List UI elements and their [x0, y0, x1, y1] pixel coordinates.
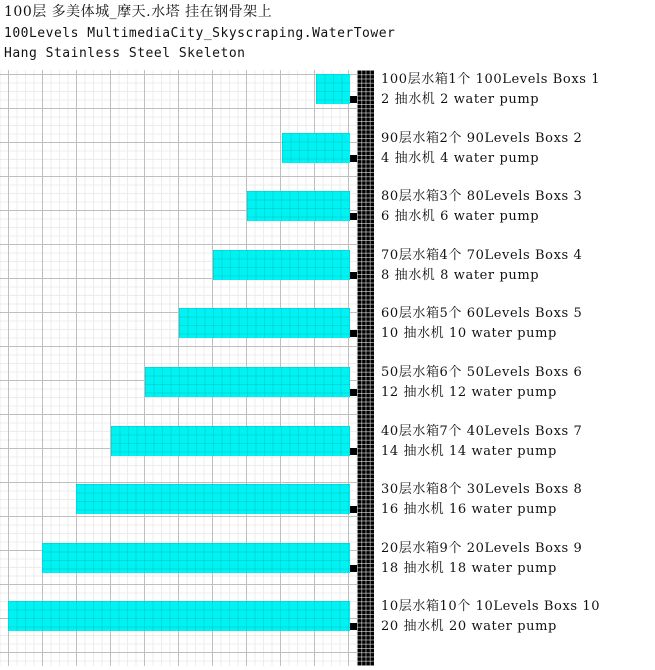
level-label-tanks: 10层水箱10个 10Levels Boxs 10	[381, 599, 601, 614]
water-tank-level-2	[282, 133, 350, 163]
level-label-pumps: 8 抽水机 8 water pump	[381, 268, 540, 283]
level-label-pumps: 16 抽水机 16 water pump	[381, 502, 557, 517]
pump-marker	[350, 272, 357, 279]
water-tank-level-8	[76, 484, 350, 514]
pump-marker	[350, 623, 357, 630]
level-label-tanks: 30层水箱8个 30Levels Boxs 8	[381, 482, 583, 497]
title-chinese: 100层 多美体城_摩天.水塔 挂在钢骨架上	[4, 4, 273, 20]
subtitle-english: Hang Stainless Steel Skeleton	[4, 46, 246, 61]
level-label-tanks: 100层水箱1个 100Levels Boxs 1	[381, 72, 601, 87]
pump-marker	[350, 448, 357, 455]
level-label-tanks: 50层水箱6个 50Levels Boxs 6	[381, 365, 583, 380]
level-label-tanks: 80层水箱3个 80Levels Boxs 3	[381, 189, 583, 204]
water-tank-level-9	[42, 543, 350, 573]
level-label-pumps: 2 抽水机 2 water pump	[381, 92, 540, 107]
level-label-pumps: 14 抽水机 14 water pump	[381, 444, 557, 459]
level-label-tanks: 70层水箱4个 70Levels Boxs 4	[381, 248, 583, 263]
level-label-tanks: 90层水箱2个 90Levels Boxs 2	[381, 131, 583, 146]
water-tank-level-3	[247, 191, 350, 221]
level-label-pumps: 10 抽水机 10 water pump	[381, 326, 557, 341]
pump-marker	[350, 389, 357, 396]
pump-marker	[350, 213, 357, 220]
pump-marker	[350, 506, 357, 513]
water-tank-level-5	[179, 308, 350, 338]
level-label-tanks: 40层水箱7个 40Levels Boxs 7	[381, 424, 583, 439]
water-tank-level-1	[316, 74, 350, 104]
level-label-pumps: 20 抽水机 20 water pump	[381, 619, 557, 634]
level-label-tanks: 20层水箱9个 20Levels Boxs 9	[381, 541, 583, 556]
pump-marker	[350, 565, 357, 572]
pump-marker	[350, 330, 357, 337]
level-label-tanks: 60层水箱5个 60Levels Boxs 5	[381, 306, 583, 321]
level-label-pumps: 4 抽水机 4 water pump	[381, 151, 540, 166]
level-label-pumps: 6 抽水机 6 water pump	[381, 209, 540, 224]
water-tank-level-4	[213, 250, 350, 280]
water-tank-level-7	[111, 426, 350, 456]
title-english: 100Levels MultimediaCity_Skyscraping.WaterTower	[4, 26, 396, 41]
water-tank-level-6	[145, 367, 350, 397]
level-label-pumps: 12 抽水机 12 water pump	[381, 385, 557, 400]
level-label-pumps: 18 抽水机 18 water pump	[381, 561, 557, 576]
pump-marker	[350, 155, 357, 162]
steel-skeleton-column	[357, 70, 374, 666]
water-tank-level-10	[8, 601, 350, 631]
pump-marker	[350, 96, 357, 103]
